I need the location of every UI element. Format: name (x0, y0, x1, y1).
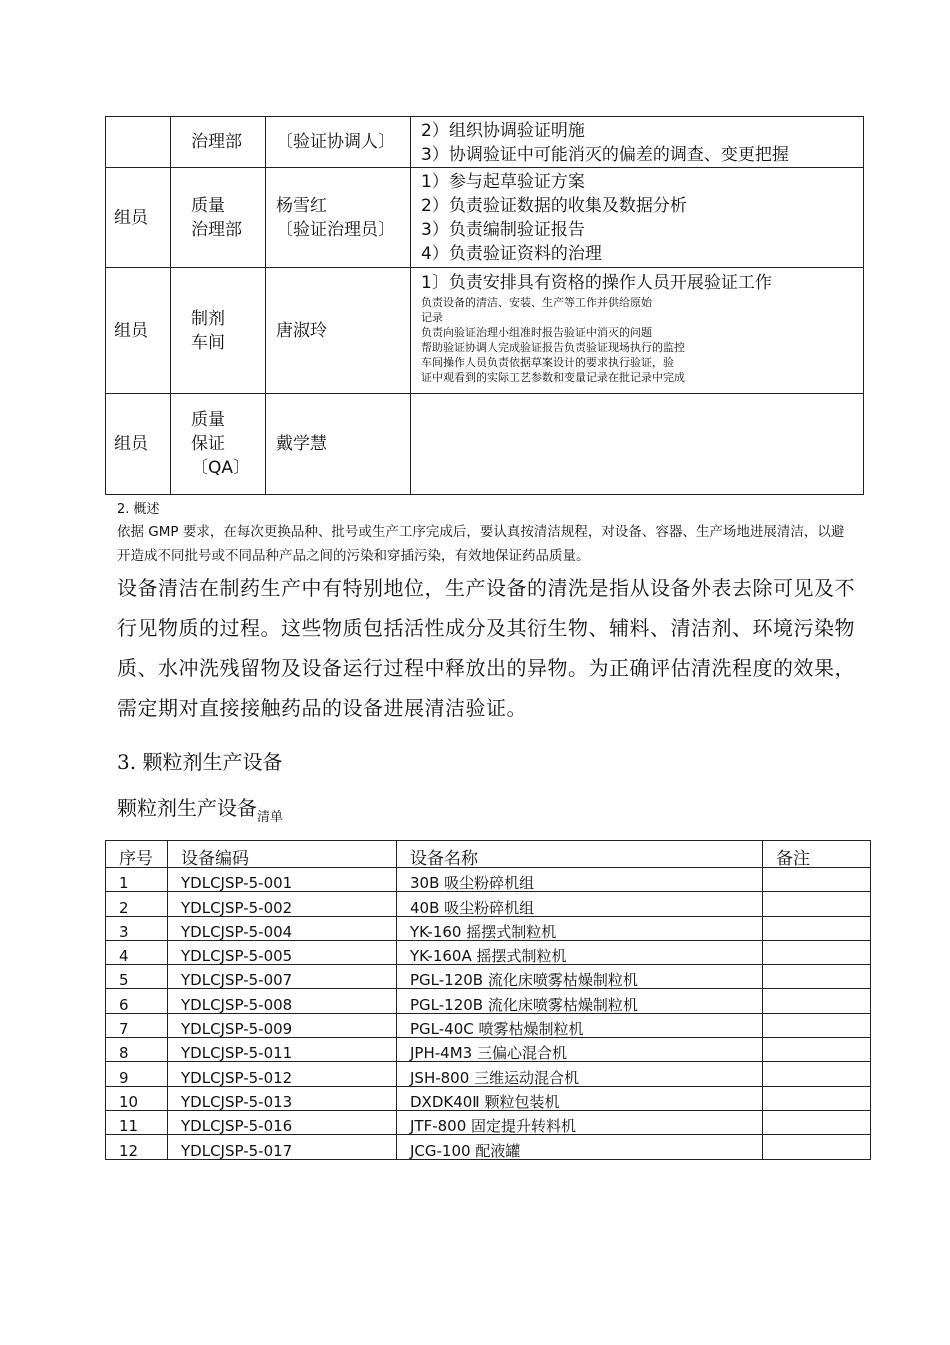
responsibility-table (105, 116, 864, 495)
resp-dept-cell (171, 268, 266, 394)
equip-seq-cell: 11 (106, 1110, 168, 1134)
equip-name-cell: 40B 吸尘粉碎机组 (397, 892, 763, 916)
equip-name-cell: JSH-800 三维运动混合机 (397, 1062, 763, 1086)
resp-row (106, 394, 864, 495)
equip-seq-cell: 6 (106, 989, 168, 1013)
equip-note-cell (763, 1038, 871, 1062)
resp-duties-cell (411, 268, 864, 394)
equip-row (106, 965, 871, 989)
resp-role: 组员 (114, 320, 148, 341)
equip-row (106, 868, 871, 892)
resp-row (106, 268, 864, 394)
equip-name-cell: 30B 吸尘粉碎机组 (397, 868, 763, 892)
resp-person-cell (266, 268, 411, 394)
equip-row (106, 1135, 871, 1159)
resp-dept-line: 制剂 (191, 308, 225, 329)
equipment-table (105, 840, 871, 1160)
resp-duty-line: 1）参与起草验证方案 (421, 172, 585, 192)
resp-duty-line: 3）负责编制验证报告 (421, 220, 585, 240)
equip-row (106, 1038, 871, 1062)
equip-note-cell (763, 1135, 871, 1159)
resp-role: 组员 (114, 207, 148, 228)
overview-paragraph-small: 依据 GMP 要求，在每次更换品种、批号或生产工序完成后，要认真按清洁规程，对设备、容器、生产场地进展清洁，以避开造成不同批号或不同品种产品之间的污染和穿插污染，有效地保证药品质量。 (117, 524, 845, 564)
equip-row (106, 940, 871, 964)
resp-role-cell (106, 394, 171, 495)
equip-note-cell (763, 940, 871, 964)
resp-duties-cell (411, 394, 864, 495)
equip-seq-cell: 2 (106, 892, 168, 916)
equip-code-cell: YDLCJSP-5-004 (168, 916, 397, 940)
equip-seq-cell: 4 (106, 940, 168, 964)
equip-name-cell: PGL-120B 流化床喷雾枯燥制粒机 (397, 965, 763, 989)
equip-seq-cell: 9 (106, 1062, 168, 1086)
equip-name-cell: JPH-4M3 三偏心混合机 (397, 1038, 763, 1062)
equip-code-cell: YDLCJSP-5-016 (168, 1110, 397, 1134)
equip-name-cell: DXDK40Ⅱ 颗粒包装机 (397, 1086, 763, 1110)
equip-note-cell (763, 1086, 871, 1110)
equip-name-cell: JTF-800 固定提升转料机 (397, 1110, 763, 1134)
resp-person-line: 〔验证治理员〕 (276, 219, 395, 240)
resp-role-cell (106, 168, 171, 268)
equip-seq-cell: 7 (106, 1013, 168, 1037)
resp-person-line: 〔验证协调人〕 (276, 132, 395, 152)
equip-note-cell (763, 1013, 871, 1037)
equip-name-cell: JCG-100 配液罐 (397, 1135, 763, 1159)
equip-row (106, 989, 871, 1013)
resp-dept-cell (171, 117, 266, 168)
equip-note-cell (763, 868, 871, 892)
equip-note-cell (763, 892, 871, 916)
equip-name-cell: YK-160A 摇摆式制粒机 (397, 940, 763, 964)
resp-dept-line: 质量 (191, 410, 225, 430)
resp-person-cell (266, 168, 411, 268)
resp-person-cell (266, 117, 411, 168)
equip-code-cell: YDLCJSP-5-005 (168, 940, 397, 964)
equip-name-cell: PGL-40C 喷雾枯燥制粒机 (397, 1013, 763, 1037)
resp-dept-line: 车间 (191, 332, 225, 353)
equip-row (106, 1110, 871, 1134)
section-2-heading: 2. 概述 (117, 502, 160, 517)
equip-code-cell: YDLCJSP-5-013 (168, 1086, 397, 1110)
equip-code-cell: YDLCJSP-5-002 (168, 892, 397, 916)
equip-seq-cell: 1 (106, 868, 168, 892)
section-3-heading: 3. 颗粒剂生产设备 (117, 750, 283, 774)
resp-person-line: 唐淑玲 (276, 320, 327, 341)
resp-dept-line: 治理部 (191, 219, 242, 240)
resp-duties-cell (411, 168, 864, 268)
equip-row (106, 916, 871, 940)
resp-row (106, 168, 864, 268)
resp-row (106, 117, 864, 168)
resp-role-cell (106, 268, 171, 394)
resp-dept-line: 治理部 (191, 132, 242, 152)
equip-row (106, 892, 871, 916)
equip-seq-cell: 10 (106, 1086, 168, 1110)
resp-duty-line: 4）负责验证资料的治理 (421, 244, 602, 264)
equip-note-cell (763, 1062, 871, 1086)
equipment-list-title-main: 颗粒剂生产设备 (117, 796, 257, 820)
equip-note-cell (763, 916, 871, 940)
resp-person-line: 戴学慧 (276, 434, 327, 454)
equipment-list-title (117, 792, 284, 825)
resp-note-line: 负责设备的清洁、安装、生产等工作并供给原始 (421, 296, 652, 309)
resp-note-line: 帮助验证协调人完成验证报告负责验证现场执行的监控 (421, 341, 685, 354)
equip-code-cell: YDLCJSP-5-011 (168, 1038, 397, 1062)
resp-note-line: 证中观看到的实际工艺参数和变量记录在批记录中完成 (421, 371, 685, 384)
equip-code-cell: YDLCJSP-5-017 (168, 1135, 397, 1159)
overview-paragraph-large: 设备清洁在制药生产中有特别地位，生产设备的清洗是指从设备外表去除可见及不行见物质的过程。这些物质包括活性成分及其衍生物、辅料、清洁剂、环境污染物质、水冲洗残留物及设备运行过程中释放出的异物。为正确评估清洗程度的效果，需定期对直接接触药品的设备进展清洁验证。 (117, 576, 855, 720)
resp-duty-line: 2）负责验证数据的收集及数据分析 (421, 196, 687, 216)
resp-person-line: 杨雪红 (276, 195, 327, 216)
equip-seq-cell: 8 (106, 1038, 168, 1062)
equip-row (106, 1013, 871, 1037)
equip-note-cell (763, 1110, 871, 1134)
equipment-list-title-suffix: 清单 (257, 810, 284, 825)
equip-seq-cell: 5 (106, 965, 168, 989)
resp-note-line: 负责向验证治理小组准时报告验证中消灭的问题 (421, 326, 652, 339)
resp-dept-line: 质量 (191, 195, 225, 216)
equip-header-cell: 设备编码 (168, 841, 397, 868)
resp-role: 组员 (114, 434, 148, 454)
equip-name-cell: YK-160 摇摆式制粒机 (397, 916, 763, 940)
resp-note-line: 记录 (421, 311, 443, 324)
equip-header-cell: 设备名称 (397, 841, 763, 868)
resp-dept-cell (171, 168, 266, 268)
equip-row (106, 1086, 871, 1110)
equip-header-cell: 序号 (106, 841, 168, 868)
equip-seq-cell: 12 (106, 1135, 168, 1159)
equip-code-cell: YDLCJSP-5-009 (168, 1013, 397, 1037)
equip-note-cell (763, 965, 871, 989)
equip-code-cell: YDLCJSP-5-001 (168, 868, 397, 892)
equip-code-cell: YDLCJSP-5-007 (168, 965, 397, 989)
equip-header-cell: 备注 (763, 841, 871, 868)
resp-duty-line: 3）协调验证中可能消灭的偏差的调查、变更把握 (421, 145, 789, 165)
resp-duty-line: 1〕负责安排具有资格的操作人员开展验证工作 (421, 273, 772, 293)
resp-dept-line: 保证 (191, 434, 225, 454)
resp-note-line: 车间操作人员负责依据草案设计的要求执行验证，验 (421, 356, 674, 369)
equip-code-cell: YDLCJSP-5-008 (168, 989, 397, 1013)
resp-role-cell (106, 117, 171, 168)
equip-note-cell (763, 989, 871, 1013)
equip-name-cell: PGL-120B 流化床喷雾枯燥制粒机 (397, 989, 763, 1013)
resp-dept-cell (171, 394, 266, 495)
resp-person-cell (266, 394, 411, 495)
resp-duty-line: 2）组织协调验证明施 (421, 121, 585, 141)
equip-code-cell: YDLCJSP-5-012 (168, 1062, 397, 1086)
equip-seq-cell: 3 (106, 916, 168, 940)
resp-duties-cell (411, 117, 864, 168)
equip-header-row (106, 841, 871, 868)
resp-dept-line: 〔QA〕 (191, 458, 251, 478)
equip-row (106, 1062, 871, 1086)
